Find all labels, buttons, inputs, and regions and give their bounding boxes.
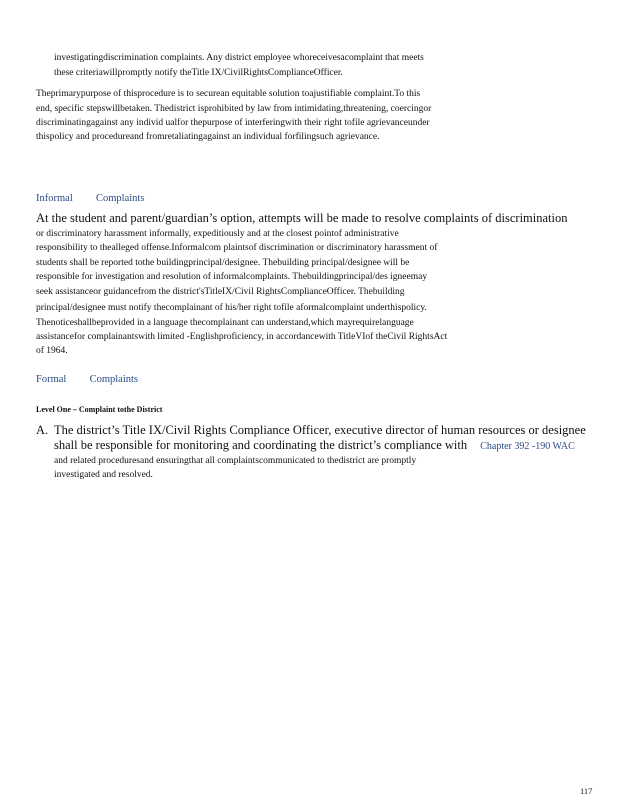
formal-item-line: investigated and resolved. (54, 470, 153, 480)
informal-line: principal/designee must notify thecomplainant of his/her right tofile aformalcomplaint underthispolicy. (36, 303, 427, 313)
informal-complaints-heading (36, 193, 144, 205)
chapter-link[interactable]: Chapter 392 -190 WAC (480, 441, 575, 452)
informal-line: students shall be reported tothe buildingprincipal/designee. Thebuilding principal/designee will be (36, 258, 410, 268)
heading-word: Complaints (96, 193, 145, 204)
page-number: 117 (580, 786, 593, 796)
heading-word: Complaints (89, 374, 139, 385)
informal-line: assistancefor complainantswith limited -Englishproficiency, in accordancewith TitleVIof theCivil RightsAct (36, 332, 448, 342)
informal-line: responsible for investigation and resolution of informalcomplaints. Thebuildingprincipal/des igneemay (36, 272, 428, 282)
list-item-marker: A. (36, 423, 49, 437)
informal-line: seek assistanceor guidancefrom the district'sTitleIX/Civil RightsComplianceOfficer. Thebuilding (36, 287, 405, 297)
informal-line: responsibility to thealleged offense.Informalcom plaintsof discrimination or discriminatory harassment of (36, 243, 438, 253)
heading-word: Formal (36, 374, 67, 385)
heading-word: Informal (36, 193, 73, 204)
formal-item-line: The district’s Title IX/Civil Rights Compliance Officer, executive director of human resources or designee (54, 423, 586, 437)
purpose-line: Theprimarypurpose of thisprocedure is to securean equitable solution toajustifiable complaint.To this (36, 89, 421, 99)
level-one-label: Level One – Complaint tothe District (36, 405, 163, 414)
purpose-line: end, specific stepswillbetaken. Thedistrict isprohibited by law from intimidating,threatening, coercingor (36, 104, 432, 114)
informal-line: of 1964. (36, 346, 68, 356)
intro-line: investigatingdiscrimination complaints. Any district employee whoreceivesacomplaint that meets (54, 53, 424, 63)
formal-item-text: shall be responsible for monitoring and coordinating the district’s compliance with (54, 438, 468, 452)
purpose-line: discriminatingagainst any individ ualfor thepurpose of interferingwith their right tofile agrievanceunder (36, 118, 430, 128)
formal-item-line: and related proceduresand ensuringthat all complaintscommunicated to thedistrict are promptly (54, 456, 417, 466)
formal-item-line (54, 438, 575, 454)
intro-line: these criteriawillpromptly notify theTitle IX/CivilRightsComplianceOfficer. (54, 68, 343, 78)
purpose-line: thispolicy and procedureand fromretaliatingagainst an individual forfilingsuch agrievance. (36, 132, 380, 142)
informal-line: or discriminatory harassment informally, expeditiously and at the closest pointof administrative (36, 229, 399, 239)
informal-line: Thenoticeshallbeprovided in a language thecomplainant can understand,which mayrequirelanguage (36, 318, 414, 328)
informal-first-line: At the student and parent/guardian’s option, attempts will be made to resolve complaints of discrimination (36, 211, 568, 225)
formal-complaints-heading (36, 374, 138, 386)
